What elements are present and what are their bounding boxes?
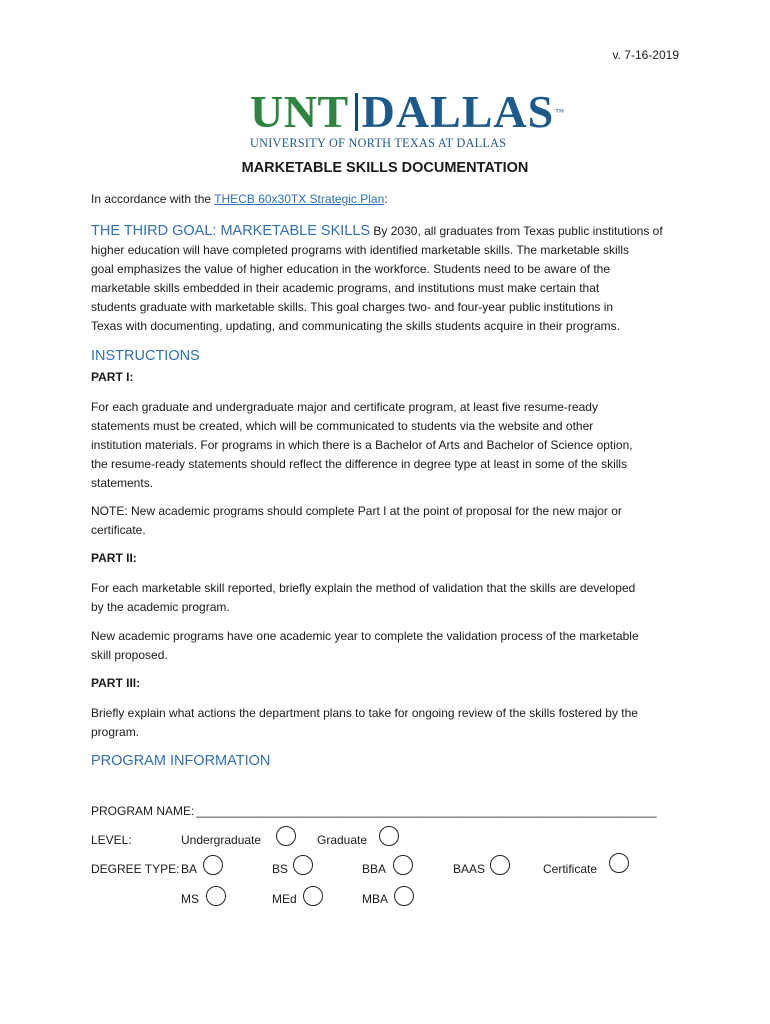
intro-suffix: : (384, 192, 388, 206)
part3-line: Briefly explain what actions the department plans to take for ongoing review of the skills fostered by the (91, 706, 638, 720)
degree-ms-radio[interactable] (206, 886, 226, 906)
part2-line: by the academic program. (91, 600, 230, 614)
part2-line: For each marketable skill reported, briefly explain the method of validation that the skills are developed (91, 581, 636, 595)
degree-mba-radio[interactable] (394, 886, 414, 906)
part2-text-2 (91, 627, 683, 665)
degree-bba-radio[interactable] (393, 855, 413, 875)
part3-label: PART III: (91, 676, 141, 690)
degree-certificate-label: Certificate (543, 862, 598, 876)
part1-line: statements. (91, 476, 154, 490)
intro-prefix: In accordance with the (91, 192, 215, 206)
part3-line: program. (91, 725, 140, 739)
degree-ba-label: BA (181, 862, 198, 876)
document-title: MARKETABLE SKILLS DOCUMENTATION (241, 160, 529, 176)
unt-dallas-logo (250, 86, 565, 151)
program-name-label: PROGRAM NAME: (91, 804, 195, 818)
third-goal-line: Texas with documenting, updating, and communicating the skills students acquire in their programs. (91, 319, 620, 333)
logo-separator (355, 93, 358, 131)
program-name-field[interactable]: _____________________________________________________________________ (196, 804, 657, 818)
instructions-heading: INSTRUCTIONS (91, 348, 200, 364)
note-text (91, 502, 683, 540)
degree-certificate-radio[interactable] (609, 853, 629, 873)
part1-line: For each graduate and undergraduate major and certificate program, at least five resume-ready (91, 400, 598, 414)
degree-ba-radio[interactable] (203, 855, 223, 875)
note-line: certificate. (91, 523, 146, 537)
degree-ms-label: MS (181, 892, 199, 906)
note-line: NOTE: New academic programs should complete Part I at the point of proposal for the new major or (91, 504, 622, 518)
part2-label: PART II: (91, 551, 137, 565)
part2-line: New academic programs have one academic year to complete the validation process of the marketable (91, 629, 639, 643)
third-goal-line: marketable skills embedded in their academic programs, and institutions must make certain that (91, 281, 600, 295)
degree-bs-label: BS (272, 862, 289, 876)
third-goal-line (91, 222, 683, 241)
level-label: LEVEL: (91, 833, 132, 847)
part2-text (91, 579, 683, 617)
degree-mba-label: MBA (362, 892, 389, 906)
level-undergraduate-radio[interactable] (276, 826, 296, 846)
third-goal-line: goal emphasizes the value of higher education in the workforce. Students need to be aware of the (91, 262, 610, 276)
version-label: v. 7-16-2019 (612, 48, 679, 62)
logo-dallas: DALLAS (361, 86, 555, 137)
degree-bs-radio[interactable] (293, 855, 313, 875)
level-graduate-label: Graduate (317, 833, 368, 847)
logo-unt: UNT (250, 86, 349, 137)
third-goal-text: By 2030, all graduates from Texas public institutions of (370, 224, 663, 238)
logo-wordmark (250, 86, 565, 137)
level-undergraduate-label: Undergraduate (181, 833, 262, 847)
strategic-plan-link[interactable]: THECB 60x30TX Strategic Plan (214, 192, 385, 206)
program-name-row (91, 804, 194, 818)
part1-line: institution materials. For programs in which there is a Bachelor of Arts and Bachelor of Science option, (91, 438, 633, 452)
degree-type-label: DEGREE TYPE: (91, 862, 180, 876)
logo-subtitle: UNIVERSITY OF NORTH TEXAS AT DALLAS (250, 136, 507, 150)
part3-text (91, 704, 683, 742)
third-goal-paragraph (91, 222, 683, 336)
degree-med-label: MEd (272, 892, 297, 906)
part1-line: the resume-ready statements should reflect the difference in degree type at least in some of the skills (91, 457, 628, 471)
third-goal-line: students graduate with marketable skills. This goal charges two- and four-year public institutions in (91, 300, 614, 314)
part2-line: skill proposed. (91, 648, 168, 662)
logo-trademark: ™ (555, 107, 565, 117)
degree-baas-label: BAAS (453, 862, 486, 876)
level-graduate-radio[interactable] (379, 826, 399, 846)
degree-med-radio[interactable] (303, 886, 323, 906)
degree-bba-label: BBA (362, 862, 387, 876)
third-goal-heading: THE THIRD GOAL: MARKETABLE SKILLS (91, 223, 371, 239)
degree-baas-radio[interactable] (490, 855, 510, 875)
intro-paragraph (91, 190, 683, 209)
program-info-heading: PROGRAM INFORMATION (91, 753, 271, 769)
part1-line: statements must be created, which will be communicated to students via the website and other (91, 419, 594, 433)
part1-label: PART I: (91, 370, 134, 384)
part1-text (91, 398, 683, 493)
third-goal-line: higher education will have completed programs with identified marketable skills. The marketable skills (91, 243, 630, 257)
